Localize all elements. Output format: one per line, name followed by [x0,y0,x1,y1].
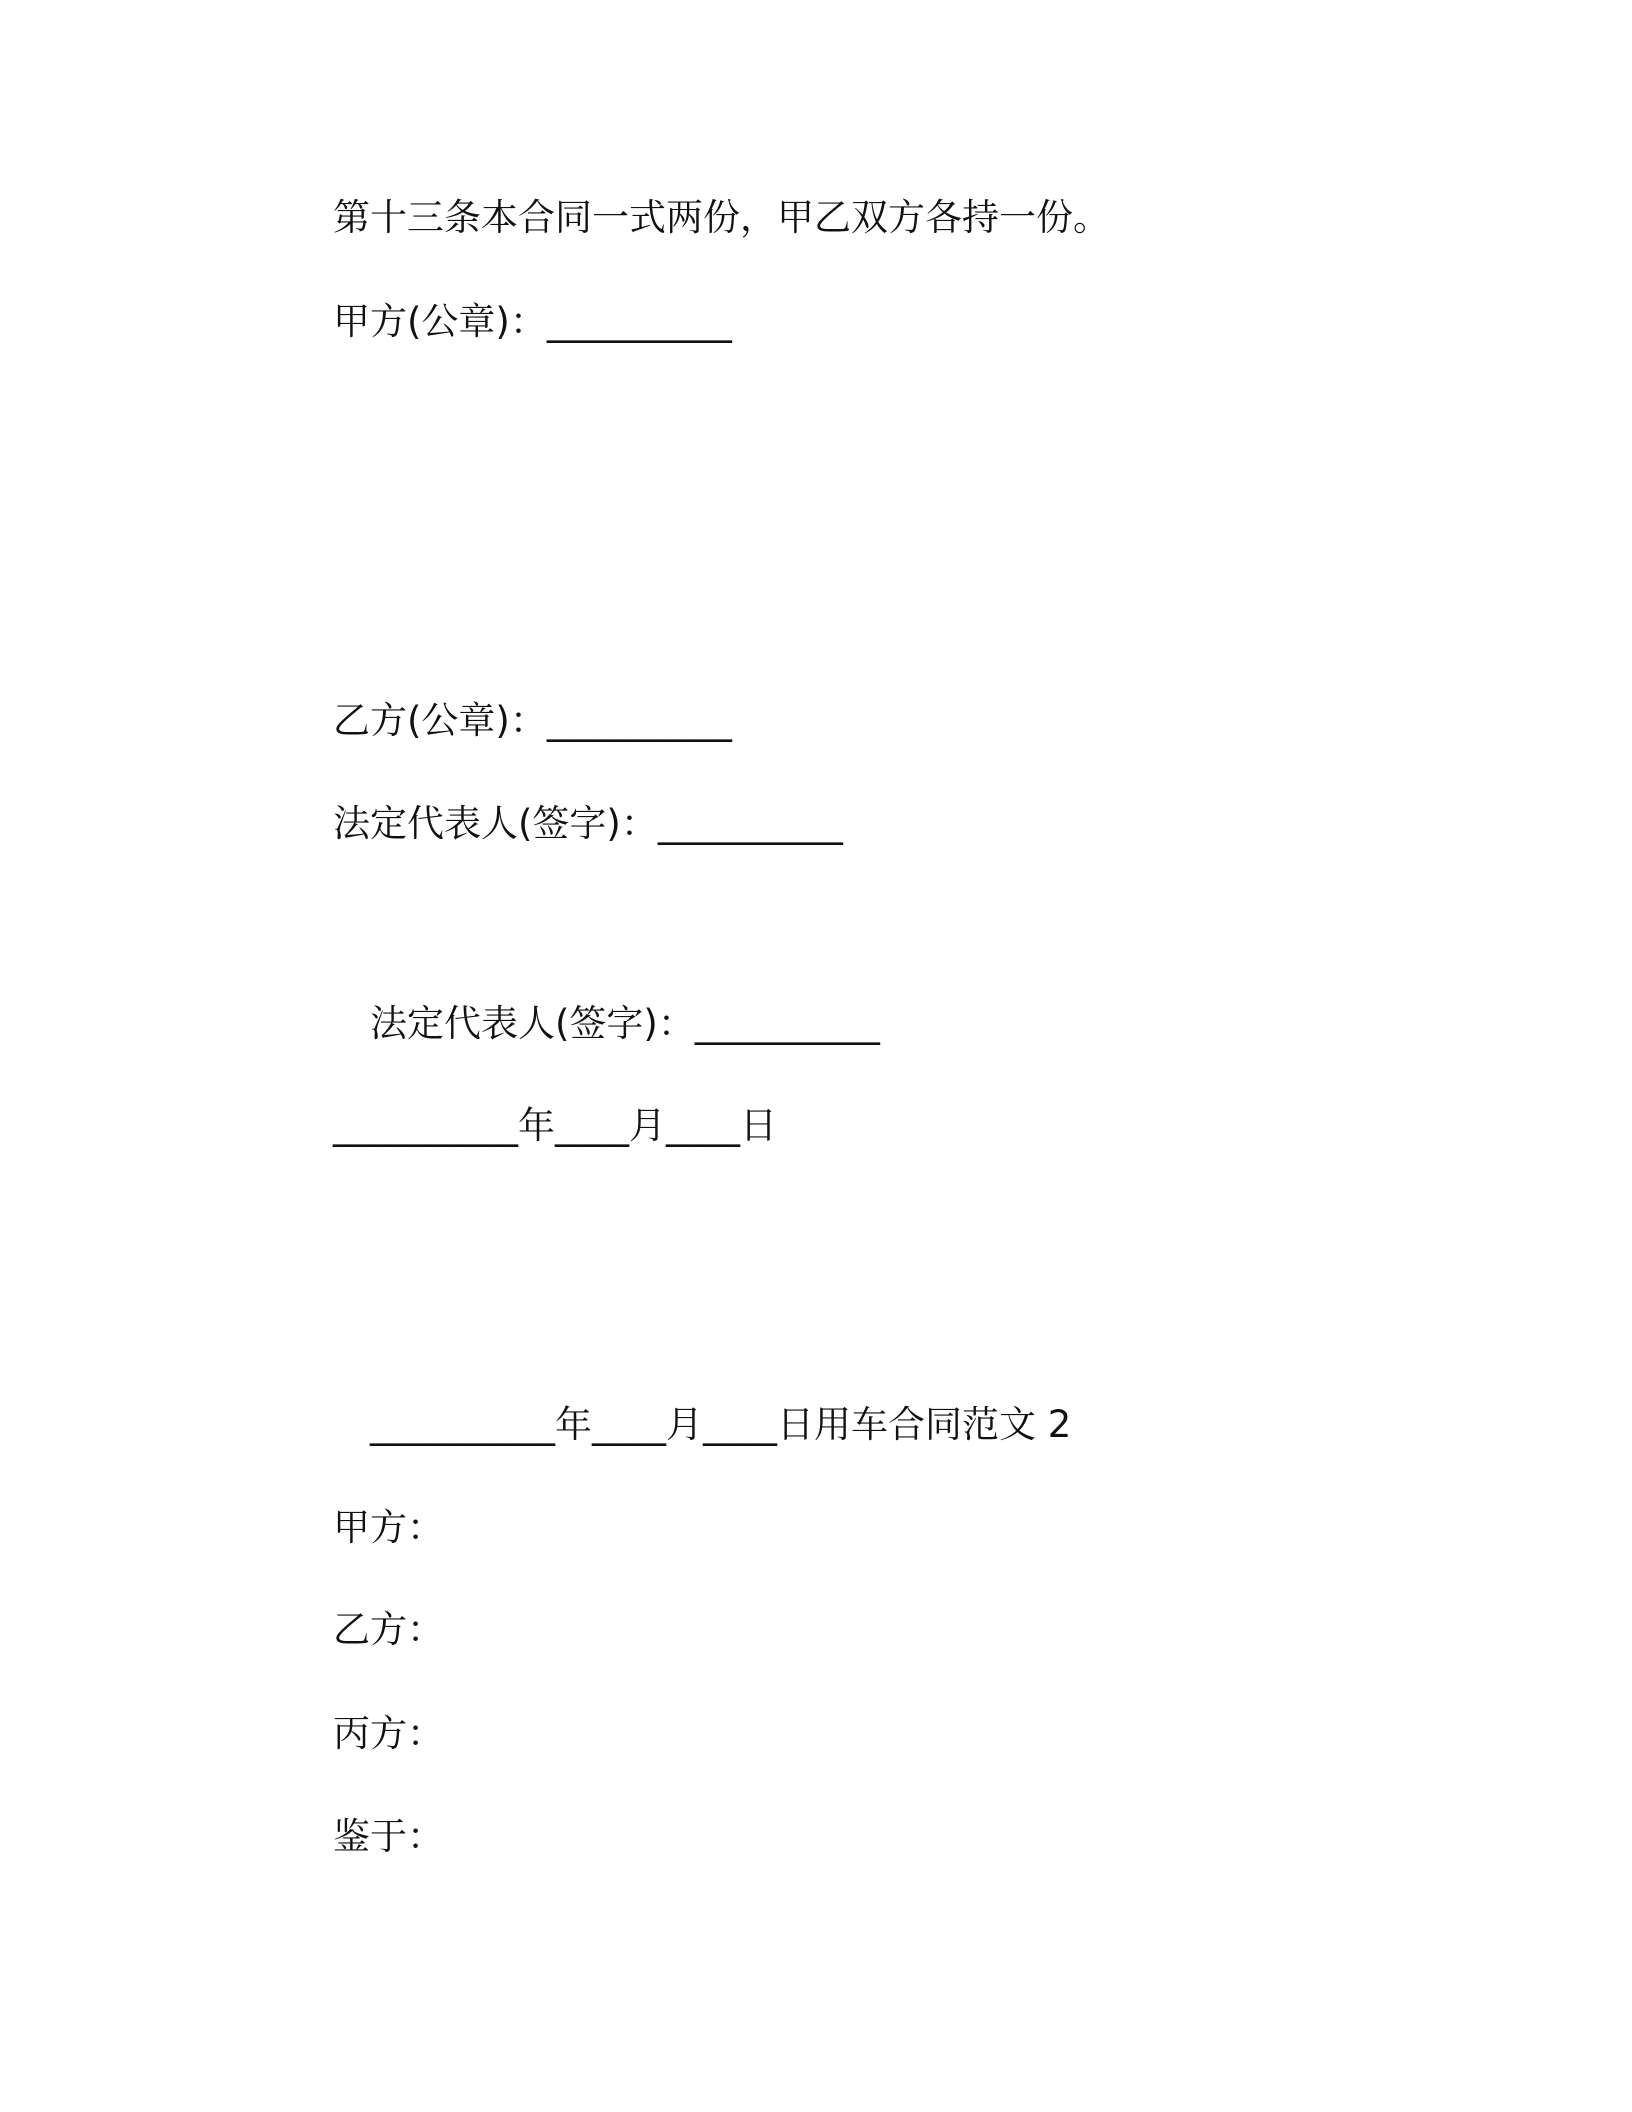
party-a-seal-line: 甲方(公章)：__________ [333,300,732,343]
clause-thirteen: 第十三条本合同一式两份，甲乙双方各持一份。 [333,196,1110,239]
whereas-label: 鉴于： [333,1815,444,1858]
party-a-label: 甲方： [333,1506,444,1549]
party-c-label: 丙方： [333,1712,444,1755]
date-and-contract-title-line: __________年____月____日用车合同范文 2 [370,1403,1072,1446]
legal-representative-signature-line: 法定代表人(签字)：__________ [333,802,843,845]
date-line: __________年____月____日 [333,1104,777,1147]
party-b-label: 乙方： [333,1608,444,1651]
party-b-seal-line: 乙方(公章)：__________ [333,699,732,742]
legal-representative-signature-line-indented: 法定代表人(签字)：__________ [370,1002,880,1045]
